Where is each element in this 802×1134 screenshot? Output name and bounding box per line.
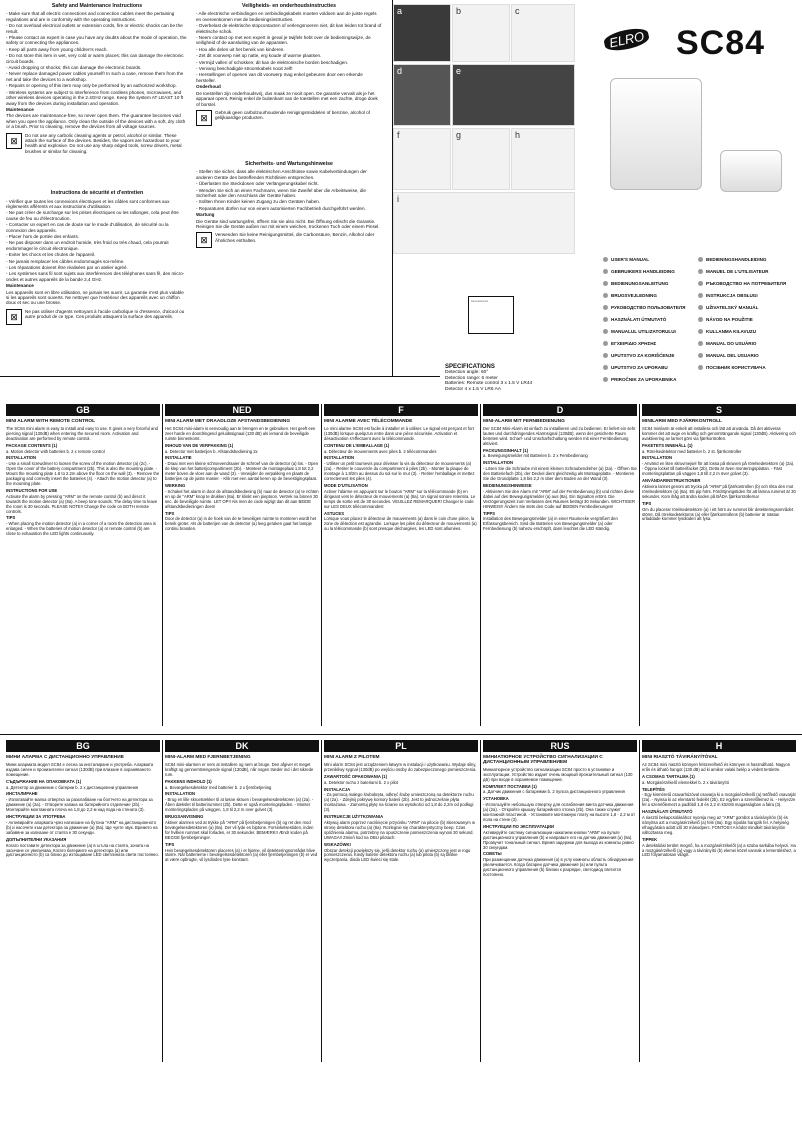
section-title: MINI ALARM WITH REMOTE CONTROL bbox=[6, 419, 96, 424]
language-row bbox=[603, 277, 793, 289]
flag-icon bbox=[698, 341, 703, 346]
section-s1: ZAWARTOŚĆ OPAKOWANIA (1) bbox=[324, 773, 387, 779]
language-item: UPUTSTVO ZA KORIŠĆENJE bbox=[603, 353, 698, 358]
flag-icon bbox=[698, 353, 703, 358]
section-s4: TIPS bbox=[165, 841, 175, 847]
section-s3t: Aktywuj alarm poprzez naciśnięcie przycisku "ARM" na pilocie (b) skierowanym w stronę detektora ruchu (a) (8a). Rozlegnie się charakterystyczny beep. Czas opóźnienia alarmu, potrzebny na opuszczenie pomieszczenia wynosi 30 sekund. UWAGA!! Zmień kod na OBU pilotach. bbox=[324, 819, 475, 840]
section-s1: PAKKENS INDHOLD (1) bbox=[165, 778, 212, 784]
section-s3t: Activer l'alarme en appuyant sur le bouton "ARM" sur la télécommande (b) en dirigeant vers le détecteur de mouvements (a) (8a). Un signal sonore retentira. Le temps de sortie est de 30 secondes. VEUILLEZ REMARQUER! Changer le code sur LES DEUX télécommandes! bbox=[324, 488, 476, 509]
section-s3: ANVÄNDARINSTRUKTIONER bbox=[642, 478, 701, 484]
flag-icon bbox=[698, 305, 703, 310]
section-s2t: - Draai met een kleine schroevendraaier de schroef van de detector (a) los. - Open de klep van het batterijcompartiment (2b). - Monteer de montageplaat 1,8 tot 2,2 meter boven de vloer aan de wand (3). - Verwijder de verpakking en plaats de batterijen op de juiste manier. - Klik met een aantal keren op de bevestigingsplaat. bbox=[165, 461, 319, 482]
section-s3t: - Schakel het alarm in door de afstandsbediening (b) naar de detector (a) te richten en op de "ARM" knop te drukken (8a). Er klinkt een pieptoon. Vertrek na binnen 30 sec. de beveiligde ruimte. LET OP!! Als men de code wijzigt dan dit aan BEIDE afstandsbedieningen doen! bbox=[165, 488, 319, 509]
language-row bbox=[603, 301, 793, 313]
language-row bbox=[603, 361, 793, 373]
section-s3: WERKING bbox=[165, 482, 186, 488]
gb-safety-lines bbox=[6, 11, 188, 106]
safety-line: - Stellen Sie sicher, dass alle elektrischen Anschlüsse sowie Kabelverbindungen der anderen Geräte den betreffenden Richtlinien entsprechen. bbox=[196, 169, 367, 180]
safety-line: - Vermijd vallen of schokken; dit kan de elektronische borden beschadigen. bbox=[196, 59, 349, 65]
section-title: МИНИАТЮРНОЕ УСТРОЙСТВО СИГНАЛИЗАЦИИ С ДИСТАНЦИОННЫМ УПРАВЛЕНИЕМ bbox=[483, 755, 603, 765]
section-intro: Der SC84 Mini-Alarm ist einfach zu installieren und zu bedienen. Er liefert ein sehr lautes und durchdringendes Alarmsignal (130dB), wenn der gesicherte Raum betreten wird. Scharf- und Unscharfschaltung werden mit einer Fernbedienung aktiviert. bbox=[483, 425, 636, 446]
language-code: DK bbox=[165, 740, 319, 752]
language-item: ΕΓΧΕΙΡΙΔΙΟ ΧΡΗΣΗΣ bbox=[603, 341, 698, 346]
nl-warning: ⊠ Gebruik geen carbolzuurhoudende reinigingsmiddelen of benzine, alcohol of gelijkaardige producten. bbox=[196, 110, 382, 126]
nl-maint-title: Onderhoud bbox=[196, 84, 221, 90]
section-s3: INSTRUCTIONS FOR USE bbox=[6, 487, 58, 493]
language-row bbox=[603, 289, 793, 301]
flag-icon bbox=[698, 257, 703, 262]
section-title: MINI ALARM MET DRAADLOZE AFSTANDSBEDIENING bbox=[165, 419, 291, 424]
language-column-f bbox=[324, 404, 478, 533]
flag-icon bbox=[603, 281, 608, 286]
flag-icon bbox=[698, 317, 703, 322]
section-intro: Mini alarm SC84 jest urządzeniem łatwym w instalacji i użytkowaniu. Wydaje silny, przenikliwy sygnał (130dB) po wejściu osoby do zabezpieczonego pomieszczenia. bbox=[324, 761, 477, 772]
section-s2t: - Используйте небольшую отвертку для ослабления винта датчика движения (a) (2a). - Откройте крышку батарейного отсека (2b). Она также служит монтажной пластиной. - Установите монтажную плату на высоте 1,8 - 2,2 м от пола на стене (3). bbox=[483, 802, 636, 822]
photo-e: e bbox=[452, 64, 575, 126]
section-s4: ASTUCES bbox=[324, 510, 345, 516]
section-s4: TIPS bbox=[642, 500, 652, 506]
safety-line: - Never replace damaged power cables yourself! In such a case, remove them from the net and take the devices to a workshop. bbox=[6, 71, 184, 82]
language-column-pl bbox=[324, 740, 478, 864]
section-intro: Le mini alarme SC84 est facile à installer et à utiliser. Le signal est perçant et fort (130dB) lorsque quelqu'un entre dans une pièce sécurisée. Activation et désactivation s'effectuent avec la télécommande. bbox=[324, 425, 474, 441]
section-s2: INSTALLATION bbox=[6, 455, 37, 461]
section-s1t: a. Détecteur de mouvements avec piles b. 2 télécommandes bbox=[324, 448, 437, 454]
section-s2: INSTALLATION bbox=[324, 455, 355, 461]
section-s4: TIPS bbox=[6, 515, 16, 521]
photo-d: d bbox=[393, 64, 451, 126]
safety-line: - Avoid dropping or shocks; this can damage the electronic boards. bbox=[6, 65, 142, 71]
section-s4t: Obszar detekcji powiększy się, jeśli detektor ruchu (a) umieszczony jest w rogu pomieszczenia. Kiedy baterie detektora ruchu (a) lub pilota (b) są bliskie wyczerpania, dioda LED świeci się stale. bbox=[324, 847, 471, 863]
gb-safety-column bbox=[6, 4, 188, 328]
flag-icon bbox=[603, 365, 608, 370]
spec-line: Detection range: 6 meter bbox=[445, 375, 498, 381]
section-title: MINI RIASZTÓ TÁVIRÁNYÍTÓVAL bbox=[642, 755, 718, 760]
section-s3: INSTRUKCJE UŻYTKOWANIA bbox=[324, 814, 384, 820]
safety-line: - Repairs or opening of this item may only be performed by an authorized workshop. bbox=[6, 83, 177, 89]
language-column-rus bbox=[483, 740, 637, 879]
flag-icon bbox=[603, 293, 608, 298]
section-s4t: - When placing the motion detector (a) in a corner of a room the detection area is enlarged. - When the batteries of motion detector (a) or remote control (b) are close to exhaustion the LED lights continuously. bbox=[6, 521, 156, 537]
section-s3t: - Активирайте алармата чрез натискане на бутона "ARM" на дистанционното (b) и насочете към детектора за движение (a) (8a). Ще чуете звук. Времето на забавяне за излизане от стаята е 30 секунди. bbox=[6, 819, 158, 835]
section-s2t: - Za pomocą małego śrubokręta, odkręć śrubę umieszczoną na detektorze ruchu (a) (2a). - Zdejmij pokrywę komory baterii (2b). Jest to jednocześnie płyta montażowa. - Zamontuj płytę na ścianie na wysokości od 1,8 do 2,2m od podłogi (3). bbox=[324, 792, 474, 813]
section-s1: A CSOMAG TARTALMA (1) bbox=[642, 773, 695, 779]
section-s1t: a. Mozgásérzékelő elemekkel b. 2 x távirányító bbox=[642, 779, 730, 785]
de-maint-title: Wartung bbox=[196, 212, 215, 218]
flag-icon bbox=[603, 317, 608, 322]
safety-line: - Les réparations doivent être réalisées par un atelier agréé. bbox=[6, 265, 128, 271]
language-item: PRIROČNIK ZA UPORABNIKA bbox=[603, 377, 698, 382]
section-s3: MODE D'UTILISATION bbox=[324, 482, 368, 488]
divider bbox=[0, 376, 440, 377]
gb-warning: ⊠ Do not use any carbolic cleaning agents or petrol, alcohol or similar. These attack the surface of the devices. Besides, the vapors are hazardous to your health and explosive. Do not use any sharp edged tools, screw drivers, metal brushes or similar for cleaning. bbox=[6, 133, 188, 156]
section-s1: PAKETETS INNEHÅLL (1) bbox=[642, 442, 693, 448]
remote-control-image bbox=[720, 150, 782, 192]
photo-f: f bbox=[393, 128, 451, 190]
fr-maint-title: Maintenance bbox=[6, 283, 34, 289]
language-row bbox=[603, 253, 793, 265]
section-s1t: a. Rörelsedetektor med batterier b. 2 st. fjärrkontroller bbox=[642, 448, 742, 454]
section-s2: INSTALLATIE bbox=[165, 455, 192, 461]
section-s3: ИНСТРУКЦИИ ЗА УПОТРЕБА bbox=[6, 814, 66, 820]
elro-logo: ELRO bbox=[603, 25, 651, 53]
language-row bbox=[603, 349, 793, 361]
language-row bbox=[603, 325, 793, 337]
section-s4: СОВЕТЫ bbox=[483, 851, 502, 857]
fr-safety-lines bbox=[6, 199, 188, 283]
section-s2: INSTALACJA bbox=[324, 786, 351, 792]
language-item: ПОСІБНИК КОРИСТУВАЧА bbox=[698, 365, 793, 370]
language-column-dk bbox=[165, 740, 319, 864]
fr-maint-text: Les appareils sont en libre utilisation, ne jamais les ouvrir. La garantie n'est plus valable si les appareils sont ouverts. Ne nettoyer que l'extérieur des appareils avec un chiffon doux et sec ou une brosse. bbox=[6, 289, 184, 306]
bin-icon: ⊠ bbox=[6, 309, 22, 325]
section-s1t: a. Датчик движения с батареями b. 2 пульта дистанционного управления bbox=[483, 789, 625, 795]
divider bbox=[0, 734, 802, 735]
section-s3t: Aktivera larmet genom att trycka på "ARM" på fjärrkontrollen (b) och rikta den mot rörelsedetektorn (a) (8a). Ett pip hörs. Fördröjningstiden för att lämna rummet är 30 sekunder. Kom ihåg att ändra koden på BÅDA fjärrkontrollerna! bbox=[642, 483, 796, 499]
de-warning: ⊠ Verwenden Sie keine Reinigungsmittel, die Carbonsäure, Benzin, Alkohol oder Ähnliches enthalten. bbox=[196, 232, 382, 248]
language-item: UŽIVATELSKÝ MANUÁL bbox=[698, 305, 793, 310]
section-s4t: Om du placerar rörelsedetektorn (a) i ett hörn av rummet blir detekteringsområdet större. Då rörelsedetektorns (a) eller fjärrkontrollens (b) batterier är nästan urladdade kommer lysdioden att lysa. bbox=[642, 506, 794, 522]
section-s4: TIPPS bbox=[483, 510, 496, 516]
section-title: МИНИ АЛАРМА С ДИСТАНЦИОННО УПРАВЛЕНИЕ bbox=[6, 755, 124, 760]
section-s3t: A riasztó bekapcsolásához nyomja meg az "ARM" gombot a távirányítón (b) és irányítsa azt a mozgásérzékelő (a) felé (8a). Egy sípolás hangzik fel. A helyiség elhagyására adott idő 30 másodperc. FONTOS!! A kódot mindkét távirányítón változtassa meg. bbox=[642, 815, 789, 835]
divider bbox=[639, 404, 640, 726]
section-s2t: - Utiliser un petit tournevis pour dévisser la vis du détecteur de mouvements (a) (2a). - Retirer le couvercle du compartiment à piles (2b). - Monter la plaque de montage à 1,8/2m au dessus du sol sur le mur (3). - Retirer l'emballage et mettez correctement les piles (4). bbox=[324, 461, 475, 482]
safety-line: - Reparaturen dürfen nur von einem autorisierten Fachbetrieb durchgeführt werden. bbox=[196, 205, 366, 211]
language-item: BEDIENINGSHANDLEIDING bbox=[698, 257, 793, 262]
section-s1: КОМПЛЕКТ ПОСТАВКИ (1) bbox=[483, 783, 537, 789]
flag-icon bbox=[603, 269, 608, 274]
section-s4t: Lorsque vous placez le détecteur de mouvements (a) dans le coin d'une pièce, la zone de détection est agrandie. Lorsque les piles du détecteur de mouvements (a) ou la télécommande (b) sont presque déchargées, les LED sont allumées. bbox=[324, 516, 477, 532]
fr-warning: ⊠ Ne pas utiliser d'agents nettoyant à l'acide carbolique ni d'essence, d'alcool ou autre produit de ce type. Ces produits attaquent la surface des appareils. bbox=[6, 309, 188, 325]
language-item: РУКОВОДСТВО ПОЛЬЗОВАТЕЛЯ bbox=[603, 305, 698, 310]
bin-icon: ⊠ bbox=[196, 232, 212, 248]
safety-line: - Wireless systems are subject to interference from cordless phones, microwaves, and other wireless devices operating in the 2.4GHz range. Keep the system AT LEAST 10 ft away from the devices during installation and operation. bbox=[6, 89, 184, 106]
flag-icon bbox=[698, 293, 703, 298]
safety-line: - Neem contact op met een expert in geval je twijfels hebt over de bedieningswijze, de veiligheid of de aansluiting van de apparaten. bbox=[196, 35, 371, 46]
language-column-bg bbox=[6, 740, 160, 859]
spec-line: Detection angle: 60° bbox=[445, 370, 489, 376]
section-s4t: Installation des Bewegungsmelder (a) in einer Raumecke vergrößert den Erfassungsbereich. Sind die Batterien von Bewegungsmelder (a) oder Fernbedienung (b) nahezu erschöpft, dann leuchtet die LED ständig. bbox=[483, 516, 618, 532]
safety-line: - Please contact an expert in case you have any doubts about the mode of operation, the safety or connecting the appliances. bbox=[6, 35, 187, 46]
section-s1t: a. Детектор за движение с батерии b. 2 х дистанционни управления bbox=[6, 784, 139, 790]
safety-line: - Do not overload electrical outlets or extension cords, fire or electric shocks can be the result. bbox=[6, 23, 183, 34]
section-s1: PACKAGE CONTENTS (1) bbox=[6, 442, 58, 448]
language-code: D bbox=[483, 404, 637, 416]
safety-line: - Eviter les chocs et les chutes de l'appareil. bbox=[6, 252, 96, 258]
language-column-d bbox=[483, 404, 637, 533]
language-code: F bbox=[324, 404, 478, 416]
language-item: USER'S MANUAL bbox=[603, 257, 698, 262]
section-s1t: a. Motion detector with batteries b. 2 x remote control bbox=[6, 448, 105, 454]
safety-line: - Do not store this item in wet, very cold or warm places; this can damage the electronic circuit boards. bbox=[6, 53, 184, 64]
section-s3t: Aktiver alarmen ved at trykke på "ARM" på fjernbetjeningen (b) og ret den mod bevægelsesdetektoren (a) (8a). Der vil lyde en biptone. Forsinkelsestiden, inden for hvilken rummet skal forlades, er 30 sekunder. BEMÆRK!! Ændr koden på BEGGE fjernbetjeninger. bbox=[165, 819, 314, 840]
safety-line: - Overbelast de elektrische stopcontacten of verlengsnoeren niet, dit kan leiden tot brand of elektrische schok. bbox=[196, 23, 382, 34]
safety-line: - Ne jamais remplacer les câbles endommagés soi-même. bbox=[6, 258, 125, 264]
safety-line: - Les systèmes sans fil sont sujets aux interférences des téléphones sans fil, des micro-ondes et autres appareils de la bande 2,4 GHz. bbox=[6, 271, 185, 282]
language-code: PL bbox=[324, 740, 478, 752]
language-item: NÁVOD NA POUŽITIE bbox=[698, 317, 793, 322]
language-code: BG bbox=[6, 740, 160, 752]
flag-icon bbox=[603, 341, 608, 346]
language-column-s bbox=[642, 404, 796, 523]
fr-safety-title: Instructions de sécurité et d'entretien bbox=[50, 190, 144, 197]
safety-line: - Vérifier que toutes les connexions électriques et les câbles sont conformes aux règlements afférents et aux instructions d'utilisation. bbox=[6, 198, 170, 209]
section-intro: SC84 mini-alarmen er nem at installere og nem at bruge. Den afgiver et meget kraftigt og gennemtrængende signal (130dB), når nogen træder ind i det sikrede rum. bbox=[165, 761, 314, 777]
flag-icon bbox=[698, 269, 703, 274]
language-item: MANUAL DO USUÁRIO bbox=[698, 341, 793, 346]
section-s2t: - Използвайте малка отвертка за разхлабване на болтчето на детектора за движение (a) (2a). - Отворете капака на батерийното отделение (2b). - Монтирайте монтажната плоча на 1,8 до 2,2 м над пода на стената (3). bbox=[6, 797, 153, 813]
photo-c: c bbox=[511, 4, 575, 62]
section-s2t: - Use a small screwdriver to loosen the screw of the motion detector (a) (2c). - Open the cover of the battery compartment (2b). This is also the mounting plate. - Mount the mounting plate 1.8 to 2.2m above the floor on the wall (3). - Remove the packaging and correctly insert the batteries (4). - Attach the motion detector (a) to the mounting plate. bbox=[6, 461, 160, 486]
section-title: MINILARM MED FJÄRRKONTROLL bbox=[642, 419, 722, 424]
flag-icon bbox=[603, 329, 608, 334]
divider bbox=[392, 0, 393, 376]
language-item: РЪКОВОДСТВО НА ПОТРЕБИТЕЛЯ bbox=[698, 281, 793, 286]
safety-line: - Keep all parts away from young children's reach. bbox=[6, 46, 108, 52]
section-s1t: a. Bewegungsmelder mit Batterien b. 2 x Fernbedienung bbox=[483, 453, 588, 459]
section-s2: ИНСТАЛИРАНЕ bbox=[6, 791, 38, 797]
safety-line: - Überlasten Sie Steckdosen oder Verlängerungskabel nicht. bbox=[196, 181, 319, 187]
safety-line: - Hou alle delen uit het bereik van kinderen. bbox=[196, 46, 285, 52]
language-item: BRUGSVEJLEDNING bbox=[603, 293, 698, 298]
language-item: INSTRUKCJA OBSŁUGI bbox=[698, 293, 793, 298]
section-s3t: - Aktivieren Sie den Alarm mit "ARM" auf der Fernbedienung (b) und richten diese dabei auf den Bewegungsmelder (a) aus (8a). Ein Signalton ertönt. Die Verzögerungszeit zum Verlassen des Raumes beträgt 30 Sekunden. WICHTIGER HINWEIS!! Ändern Sie stets den Code auf BEIDEN Fernbedienungen! bbox=[483, 488, 635, 509]
language-code: S bbox=[642, 404, 796, 416]
safety-line: - Sollten Ihnen Kinder keinen Zugang zu den Geräten haben. bbox=[196, 199, 321, 205]
language-item: MANUEL DE L'UTILISATEUR bbox=[698, 269, 793, 274]
model-title: SC84 bbox=[676, 24, 766, 62]
divider bbox=[480, 740, 481, 1062]
section-s3t: Activate the alarm by pressing "ARM" on the remote control (b) and direct it towards the motion detector (a) (8a). A beep tone sounds. The delay time to leave the room is 30 seconds. PLEASE NOTE!! Change the code on BOTH remote controls. bbox=[6, 493, 158, 514]
nl-safety-title: Veiligheids- en onderhoudsinstructies bbox=[242, 3, 336, 9]
section-s2: TELEPÍTÉS bbox=[642, 786, 665, 792]
section-s1t: a. Detector met batterijen b. Afstandsbediening 2x bbox=[165, 448, 258, 454]
language-code: RUS bbox=[483, 740, 637, 752]
section-intro: Миниатюрное устройство сигнализации SC84 просто в установке и эксплуатации. Устройство издает очень мощный пронзительный сигнал (130 дБ) при входе в охраняемое помещение. bbox=[483, 766, 633, 782]
safety-line: - Placer hors de portée des enfants. bbox=[6, 234, 80, 239]
language-column-ned bbox=[165, 404, 319, 533]
language-item: KULLANMA KILAVUZU bbox=[698, 329, 793, 334]
divider bbox=[639, 740, 640, 1062]
flag-icon bbox=[603, 257, 608, 262]
section-s2t: - Lösen Sie die Schraube mit einem kleinen Schraubendreher (a) (2a). - Öffnen Sie den Batteriefach (2b), der Deckel dient gleichzeitig als Montageplatte. - Montieren Sie die Grundplatte 1,8 bis 2,2 m über dem Boden an der Wand (3). bbox=[483, 466, 637, 482]
safety-line: - Contacter un expert en cas de doute sur le mode d'utilisation, de sécurité ou la connexion des appareils. bbox=[6, 222, 169, 233]
safety-line: - Herstellingen of openen van dit voorwerp mag enkel gebeuren door een erkende hersteller. bbox=[196, 72, 363, 83]
flag-icon bbox=[603, 377, 608, 382]
section-s1: СЪДЪРЖАНИЕ НА ОПАКОВКАТА (1) bbox=[6, 778, 82, 784]
section-s2t: - Använd en liten skruvmejsel för att lossa på skruven på rörelsedetektorn (a) (2a). - Öppna locket till batterifacket (2b). Detta är även monteringsplattan. - Fäst monteringsplattan på väggen 1,8 till 2,2 m över golvet (3). bbox=[642, 461, 795, 477]
nl-maint-text: De toestellen zijn onderhoudsvrij, dus maak ze nooit open. De garantie vervalt als je het apparaat opent. Reinig enkel de buitenkant van de toestellen met een zachte, droge doek of borstel. bbox=[196, 90, 378, 107]
nl-safety-lines bbox=[196, 11, 382, 83]
flag-icon bbox=[603, 353, 608, 358]
photo-i: i bbox=[393, 192, 575, 254]
divider bbox=[162, 740, 163, 1062]
safety-line: - Ne pas créer de surcharge sur les prises électriques ou les rallonges, cela peut être cause de feu ou d'électrocution. bbox=[6, 210, 179, 221]
specifications bbox=[445, 365, 532, 392]
de-safety-title: Sicherheits- und Wartungshinweise bbox=[245, 160, 333, 167]
section-title: MINI ALARM Z PILOTEM bbox=[324, 755, 380, 760]
motion-detector-image bbox=[610, 78, 702, 190]
section-s4: WSKAZÓWKI bbox=[324, 841, 351, 847]
section-s2: УСТАНОВКА bbox=[483, 796, 509, 802]
language-column-h bbox=[642, 740, 796, 859]
language-item: UPUTSTVO ZA UPORABU bbox=[603, 365, 698, 370]
section-intro: Мини алармата модел SC84 е лесна за инсталиране и употреба. Алармата издава силен и пронизителен сигнал (130dB) при влизане в охраняваното помещение. bbox=[6, 761, 154, 777]
section-s1: INHOUD VAN DE VERPAKKING (1) bbox=[165, 442, 234, 448]
section-s3: HASZNÁLATI ÚTMUTATÓ bbox=[642, 809, 693, 815]
gb-maint-title: Maintenance bbox=[6, 106, 34, 112]
section-s2: INSTALLATION bbox=[642, 455, 673, 461]
section-s2: INSTALLATION bbox=[165, 791, 196, 797]
dip-switch-note: ▭▭▭▭▭ bbox=[468, 296, 514, 334]
section-s4t: A detektálási terület megnő, ha a mozgásérzékelőt (a) a szoba sarkába helyezi. Ha a mozgásérzékelő (a) vagy a távirányító (b) elemei közel vannak a lemerüléshez, a LED folyamatosan világít. bbox=[642, 842, 796, 858]
safety-line: - Make sure that all electric connections and connection cables meet the pertaining regulations and are in conformity with the operating instructions. bbox=[6, 11, 175, 22]
flag-icon bbox=[698, 281, 703, 286]
section-s4: TIPS bbox=[165, 510, 175, 516]
section-title: MINI-ALARM MED FJERNBETJENING bbox=[165, 755, 251, 760]
photo-h: h bbox=[511, 128, 575, 190]
divider bbox=[162, 404, 163, 726]
section-s4t: Когато поставите детектора за движение (a) в ъгъла на стаята, зоната на засичане се увеличава. Когато батериите на детектора (a) или дистанционното (b) са близо до изтощаване LED светлината свети постоянно. bbox=[6, 842, 159, 858]
language-code: H bbox=[642, 740, 796, 752]
flag-icon bbox=[698, 365, 703, 370]
section-s3t: Активируйте систему сигнализации нажатием кнопки "ARM" на пульте дистанционного управления (b) и направьте его на датчик движения (a) (8a). Прозвучит тональный сигнал. Время задержки для выхода из комнаты равно 30 секундам. bbox=[483, 829, 634, 850]
divider bbox=[480, 404, 481, 726]
language-list bbox=[603, 253, 793, 385]
nl-safety-column bbox=[196, 4, 382, 251]
flag-icon bbox=[603, 305, 608, 310]
section-s4t: Door de detector (a) in de hoek van de te beveiligen ruimte te monteren wordt het bereik groter. Als de batterijen van de detector (a) leeg geraken gaat het lampje continu branden. bbox=[165, 516, 317, 532]
section-intro: Het SC84 mini-alarm is eenvoudig aan te brengen en te gebruiken. Het geeft een zeer harde en doordringend geluidssignaal (130 dB) als iemand de beveiligde ruimte binnenkomt. bbox=[165, 425, 316, 441]
language-item: GEBRUIKERS HANDLEIDING bbox=[603, 269, 698, 274]
section-s3: BEDIENUNGSHINWEISE bbox=[483, 482, 532, 488]
de-maint-text: Die Geräte sind wartungsfrei, öffnen Sie sie also nicht. Bei Öffnung erlischt die Garantie. Reinigen Sie die Geräte außen nur mit einem weichen, trockenen Tuch oder einem Pinsel. bbox=[196, 218, 380, 229]
language-row bbox=[603, 313, 793, 325]
bin-icon: ⊠ bbox=[6, 133, 22, 149]
gb-safety-title: Safety and Maintenance Instructions bbox=[51, 3, 143, 9]
section-s2: INSTALLATION bbox=[483, 460, 514, 466]
section-s3: BRUGSANVISNING bbox=[165, 814, 204, 820]
gb-maint-text: The devices are maintenance-free, so never open them. The guarantee becomes void when you open the appliance. Only clean the outside of the devices with a soft, dry cloth or a brush. Prior to cleaning, remove the devices from all voltage sources. bbox=[6, 113, 186, 130]
language-row bbox=[603, 373, 793, 385]
language-item: MANUALUL UTILIZATORULUI bbox=[603, 329, 698, 334]
safety-line: - Wenden Sie sich an einen Fachmann, wenn Sie Zweifel über die Arbeitsweise, die Sicherheit oder den Anschluss der Geräte haben. bbox=[196, 187, 366, 198]
language-row bbox=[603, 337, 793, 349]
section-title: MINI-ALARM MIT FERNBEDIENUNG bbox=[483, 419, 565, 424]
language-code: NED bbox=[165, 404, 319, 416]
safety-line: - Alle electrische verbindingen en verbindingskabels moeten voldoen aan de juiste regels en overeenkomen met de bedieningsinstructies. bbox=[196, 11, 377, 22]
section-intro: SC84 minilarm är enkelt att installera och lätt att använda. Då det aktiveras kommer det att avge en kraftig och genomträngande signal (130dB). Aktivering och avaktivering av larmet görs via fjärrkontrollen. bbox=[642, 425, 796, 441]
section-s4t: При размещении датчика движения (a) в углу комнаты область обнаружения увеличивается. Когда батареи датчика движения (a) или пульта дистанционного управления (b) близки к разрядке, светодиод светится постоянно. bbox=[483, 857, 634, 878]
safety-line: - Ne pas disposer dans un endroit humide, très froid ou très chaud, cela pourrait endommager le circuit électronique. bbox=[6, 240, 169, 251]
section-s3: ИНСТРУКЦИИ ПО ЭКСПЛУАТАЦИИ bbox=[483, 823, 555, 829]
spec-title: SPECIFICATIONS bbox=[445, 364, 495, 370]
photo-b: b bbox=[452, 4, 510, 62]
section-s1: PACKUNGSINHALT (1) bbox=[483, 447, 528, 453]
language-column-gb bbox=[6, 404, 160, 538]
photo-a: a bbox=[393, 4, 451, 62]
language-item: HASZNÁLATI ÚTMUTATÓ bbox=[603, 317, 698, 322]
photo-g: g bbox=[452, 128, 510, 190]
safety-line: - Vervang beschadigde stroomkabels nooit zelf! bbox=[196, 66, 293, 72]
flag-icon bbox=[698, 329, 703, 334]
divider bbox=[321, 404, 322, 726]
language-item: MANUAL DEL USUARIO bbox=[698, 353, 793, 358]
de-safety-lines bbox=[196, 169, 382, 211]
bin-icon: ⊠ bbox=[196, 110, 212, 126]
section-s1t: a. Bevægelsesdetektor med batterier b. 2 x fjernbetjening bbox=[165, 784, 272, 790]
section-s4t: Hvis bevægelsesdetektoren placeres (a) i et hjørne, vil detekteringsområdet blive større. Når batterierne i bevægelsesdetektoren (a) eller fjernbetjeningen (b) er ved at være opbrugte, vil lysdioden lyse konstant. bbox=[165, 847, 318, 863]
section-s1: CONTENU DE L'EMBALLAGE (1) bbox=[324, 442, 390, 448]
spec-line: Batteries: Remote control 3 x 1.5 V LR44 bbox=[445, 381, 533, 387]
section-s1t: a. Detektor ruchu z bateriami b. 2 x pilot bbox=[324, 779, 399, 785]
section-intro: Az SC84 mini riasztó könnyen felszerelhető és könnyen is használható. Nagyon erős és átható hangot (130 dB) ad ki amikor valaki belép a védett területre. bbox=[642, 761, 791, 772]
safety-line: - Zet dit voorwerp niet op natte, erg koude of warme plaatsen. bbox=[196, 53, 322, 59]
language-code: GB bbox=[6, 404, 160, 416]
section-title: MINI ALARME AVEC TÉLÉCOMMANDE bbox=[324, 419, 413, 424]
section-s4: ДОПЪЛНИТЕЛНИ УКАЗАНИЯ bbox=[6, 836, 67, 842]
section-intro: The SC84 mini alarm is easy to install and easy to use. It gives a very forceful and piercing signal (130dB) when entering the secured room. Activation and deactivation are performed by remote control. bbox=[6, 425, 158, 441]
language-item: BEDIENUNGSANLEITUNG bbox=[603, 281, 698, 286]
divider bbox=[321, 740, 322, 1062]
spec-line: Detector 4 x 1.5 V LR6 AA bbox=[445, 386, 501, 392]
section-s2t: - Brug en lille skruetrækker til at løsne skruen i bevægelsesdetektoren (a) (2a). - Åben dækslet til batterirummet (2b). Dette er også monteringspladen. - Monter monteringspladen på væggen, 1,8 til 2,2 m over gulvet (3). bbox=[165, 797, 314, 813]
section-s2t: - Egy kisméretű csavarhúzóval csavarja ki a mozgásérzékelő (a) tetőfedő csavarját (2a). - Nyissa ki az elemtartó fedelét (2b). Ez egyben a szerelőlemez is. - Helyezze fel a szerelőlemezt a padlótól 1,8 és 2,2 m közötti magasságban a falra (3). bbox=[642, 792, 796, 808]
language-row bbox=[603, 265, 793, 277]
section-s4: TIPPEK bbox=[642, 836, 658, 842]
